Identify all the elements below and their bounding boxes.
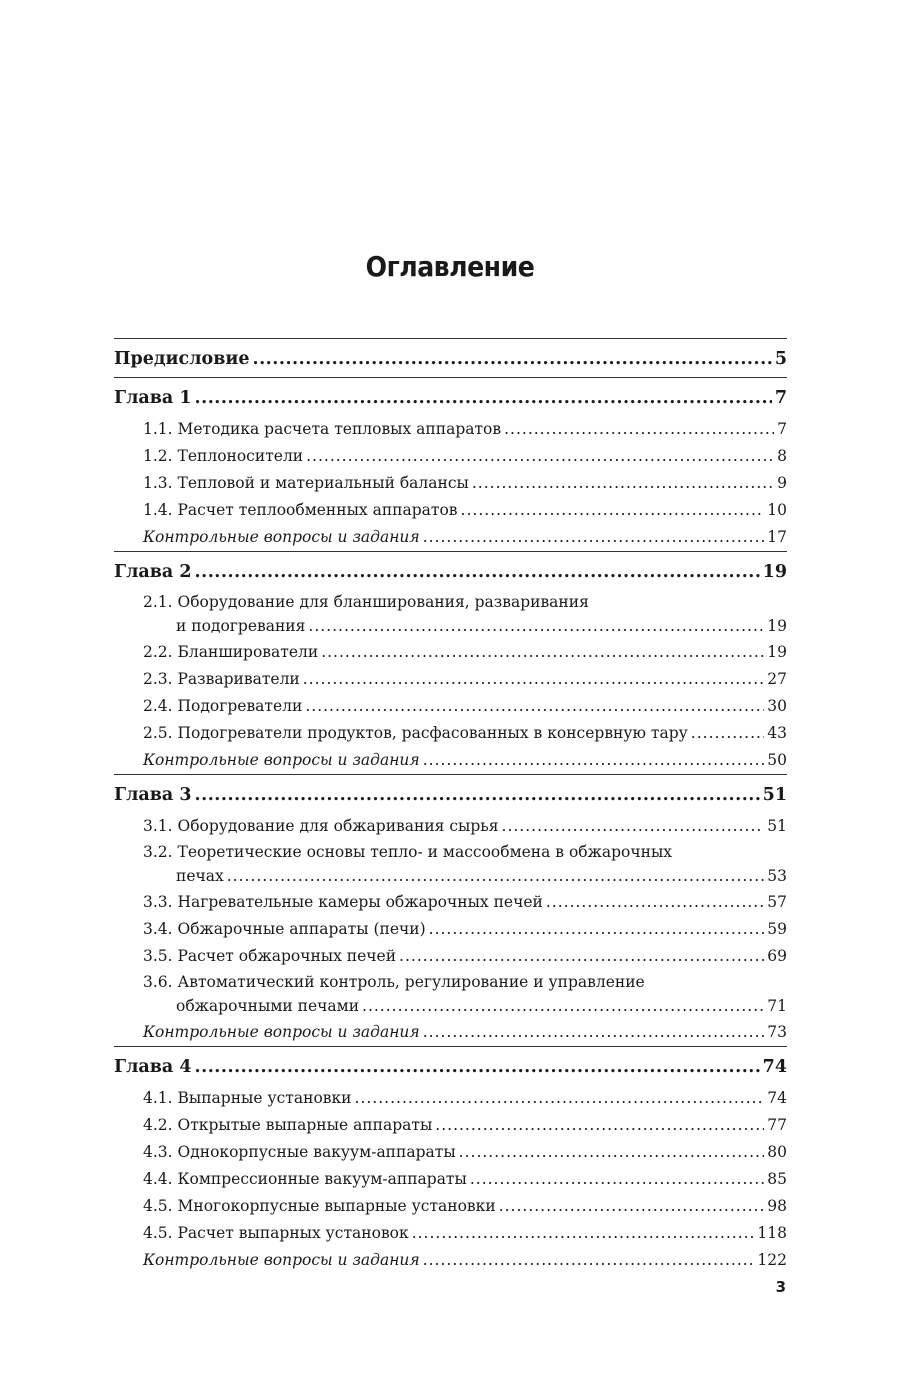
- toc-entry-page: 74: [762, 1057, 787, 1077]
- toc-entry-page: 59: [767, 920, 787, 938]
- toc-entry: [114, 666, 787, 693]
- dot-leader: [321, 639, 764, 666]
- toc-chapter: [114, 775, 787, 813]
- toc-entry-page: 7: [777, 420, 787, 438]
- toc-entry-title: Предисловие: [114, 349, 250, 369]
- toc-entry: [114, 943, 787, 970]
- toc-chapter: [114, 378, 787, 416]
- toc-entry-title: 4.5. Расчет выпарных установок: [143, 1224, 409, 1242]
- toc-entry: [114, 1193, 787, 1220]
- toc-entry: [114, 994, 787, 1019]
- toc-questions: [114, 1247, 787, 1274]
- toc-entry-title: 4.3. Однокорпусные вакуум-аппараты: [143, 1143, 456, 1161]
- toc-entry: [114, 1085, 787, 1112]
- toc-entry-page: 53: [767, 867, 787, 885]
- table-of-contents: [114, 338, 787, 1274]
- toc-entry: [114, 416, 787, 443]
- toc-entry-title: 3.6. Автоматический контроль, регулирование и управление: [143, 973, 645, 991]
- dot-leader: [470, 1166, 764, 1193]
- toc-entry-page: 30: [767, 697, 787, 715]
- toc-entry-title: 2.4. Подогреватели: [143, 697, 303, 715]
- dot-leader: [461, 497, 765, 524]
- dot-leader: [195, 1049, 760, 1085]
- dot-leader: [423, 747, 765, 774]
- toc-entry-page: 51: [767, 817, 787, 835]
- toc-entry-title: 2.2. Бланширователи: [143, 643, 319, 661]
- toc-chapter: [114, 1047, 787, 1085]
- dot-leader: [691, 720, 764, 747]
- toc-entry-title: 2.3. Развариватели: [143, 670, 300, 688]
- toc-entry-page: 19: [767, 643, 787, 661]
- toc-entry-title: 4.4. Компрессионные вакуум-аппараты: [143, 1170, 467, 1188]
- toc-entry-page: 77: [767, 1116, 787, 1134]
- dot-leader: [423, 1247, 755, 1274]
- toc-entry-title: 3.2. Теоретические основы тепло- и массообмена в обжарочных: [143, 843, 673, 861]
- toc-entry-page: 19: [762, 562, 787, 582]
- toc-entry: [114, 1166, 787, 1193]
- toc-entry-title: 3.3. Нагревательные камеры обжарочных печей: [143, 893, 543, 911]
- toc-entry: [114, 864, 787, 889]
- toc-entry-title: Контрольные вопросы и задания: [143, 751, 420, 769]
- toc-entry-title: 1.3. Тепловой и материальный балансы: [143, 474, 469, 492]
- toc-entry-title-cont: и подогревания: [176, 617, 306, 635]
- toc-entry-page: 50: [767, 751, 787, 769]
- toc-entry-page: 17: [767, 528, 787, 546]
- toc-entry-title: Глава 3: [114, 785, 192, 805]
- toc-entry-page: 118: [757, 1224, 787, 1242]
- dot-leader: [355, 1085, 765, 1112]
- toc-entry-page: 98: [767, 1197, 787, 1215]
- toc-entry: [114, 470, 787, 497]
- dot-leader: [362, 994, 764, 1019]
- dot-leader: [472, 470, 774, 497]
- toc-entry-title: Контрольные вопросы и задания: [143, 528, 420, 546]
- toc-entry-page: 74: [767, 1089, 787, 1107]
- toc-entry-title: 3.1. Оборудование для обжаривания сырья: [143, 817, 499, 835]
- dot-leader: [195, 777, 760, 813]
- page-title: Оглавление: [365, 250, 535, 283]
- toc-entry: [114, 497, 787, 524]
- dot-leader: [546, 889, 764, 916]
- toc-chapter: [114, 552, 787, 590]
- toc-entry-page: 10: [767, 501, 787, 519]
- toc-entry-title-cont: печах: [176, 867, 224, 885]
- toc-entry: [114, 1139, 787, 1166]
- dot-leader: [429, 916, 765, 943]
- toc-entry-title: 3.5. Расчет обжарочных печей: [143, 947, 397, 965]
- toc-entry-title: 3.4. Обжарочные аппараты (печи): [143, 920, 426, 938]
- toc-entry-page: 5: [774, 349, 787, 369]
- toc-entry-title-cont: обжарочными печами: [176, 997, 360, 1015]
- toc-entry: [114, 813, 787, 840]
- toc-entry-page: 85: [767, 1170, 787, 1188]
- toc-entry-page: 73: [767, 1023, 787, 1041]
- toc-entry-title: Глава 1: [114, 388, 192, 408]
- dot-leader: [504, 416, 774, 443]
- toc-chapter: [114, 339, 787, 377]
- toc-entry: [114, 720, 787, 747]
- toc-entry-page: 9: [777, 474, 787, 492]
- toc-entry-title: 4.2. Открытые выпарные аппараты: [143, 1116, 433, 1134]
- dot-leader: [423, 524, 765, 551]
- dot-leader: [252, 341, 771, 377]
- toc-entry-title: 4.5. Многокорпусные выпарные установки: [143, 1197, 496, 1215]
- toc-entry-title: 2.5. Подогреватели продуктов, расфасованных в консервную тару: [143, 724, 688, 742]
- dot-leader: [227, 864, 765, 889]
- toc-entry-title: Глава 4: [114, 1057, 192, 1077]
- toc-entry: [114, 639, 787, 666]
- toc-entry-title: Контрольные вопросы и задания: [143, 1251, 420, 1269]
- toc-entry-page: 122: [757, 1251, 787, 1269]
- dot-leader: [502, 813, 765, 840]
- dot-leader: [195, 554, 760, 590]
- toc-entry: [114, 614, 787, 639]
- toc-entry-title: 1.2. Теплоносители: [143, 447, 304, 465]
- toc-entry-title: Глава 2: [114, 562, 192, 582]
- toc-entry-page: 27: [767, 670, 787, 688]
- toc-questions: [114, 747, 787, 774]
- toc-entry-page: 19: [767, 617, 787, 635]
- dot-leader: [399, 943, 764, 970]
- toc-entry: [114, 916, 787, 943]
- dot-leader: [459, 1139, 765, 1166]
- page-number: 3: [775, 1278, 786, 1296]
- dot-leader: [195, 380, 772, 416]
- toc-entry-title: 2.1. Оборудование для бланширования, разваривания: [143, 593, 589, 611]
- dot-leader: [435, 1112, 764, 1139]
- toc-questions: [114, 1019, 787, 1046]
- toc-entry-page: 71: [767, 997, 787, 1015]
- toc-entry-page: 8: [777, 447, 787, 465]
- dot-leader: [303, 666, 765, 693]
- dot-leader: [499, 1193, 765, 1220]
- toc-entry-title: 1.4. Расчет теплообменных аппаратов: [143, 501, 458, 519]
- toc-entry: [114, 1112, 787, 1139]
- dot-leader: [423, 1019, 765, 1046]
- toc-entry-page: 7: [774, 388, 787, 408]
- dot-leader: [308, 614, 764, 639]
- toc-questions: [114, 524, 787, 551]
- dot-leader: [306, 443, 774, 470]
- toc-entry-page: 80: [767, 1143, 787, 1161]
- toc-entry: [114, 889, 787, 916]
- toc-entry-title: Контрольные вопросы и задания: [143, 1023, 420, 1041]
- toc-entry-title: 1.1. Методика расчета тепловых аппаратов: [143, 420, 502, 438]
- dot-leader: [412, 1220, 755, 1247]
- toc-entry-title: 4.1. Выпарные установки: [143, 1089, 352, 1107]
- toc-entry-page: 57: [767, 893, 787, 911]
- toc-entry: [114, 443, 787, 470]
- dot-leader: [305, 693, 764, 720]
- toc-entry-page: 69: [767, 947, 787, 965]
- toc-entry-page: 51: [762, 785, 787, 805]
- toc-entry: [114, 1220, 787, 1247]
- toc-entry: [114, 693, 787, 720]
- toc-entry-page: 43: [767, 724, 787, 742]
